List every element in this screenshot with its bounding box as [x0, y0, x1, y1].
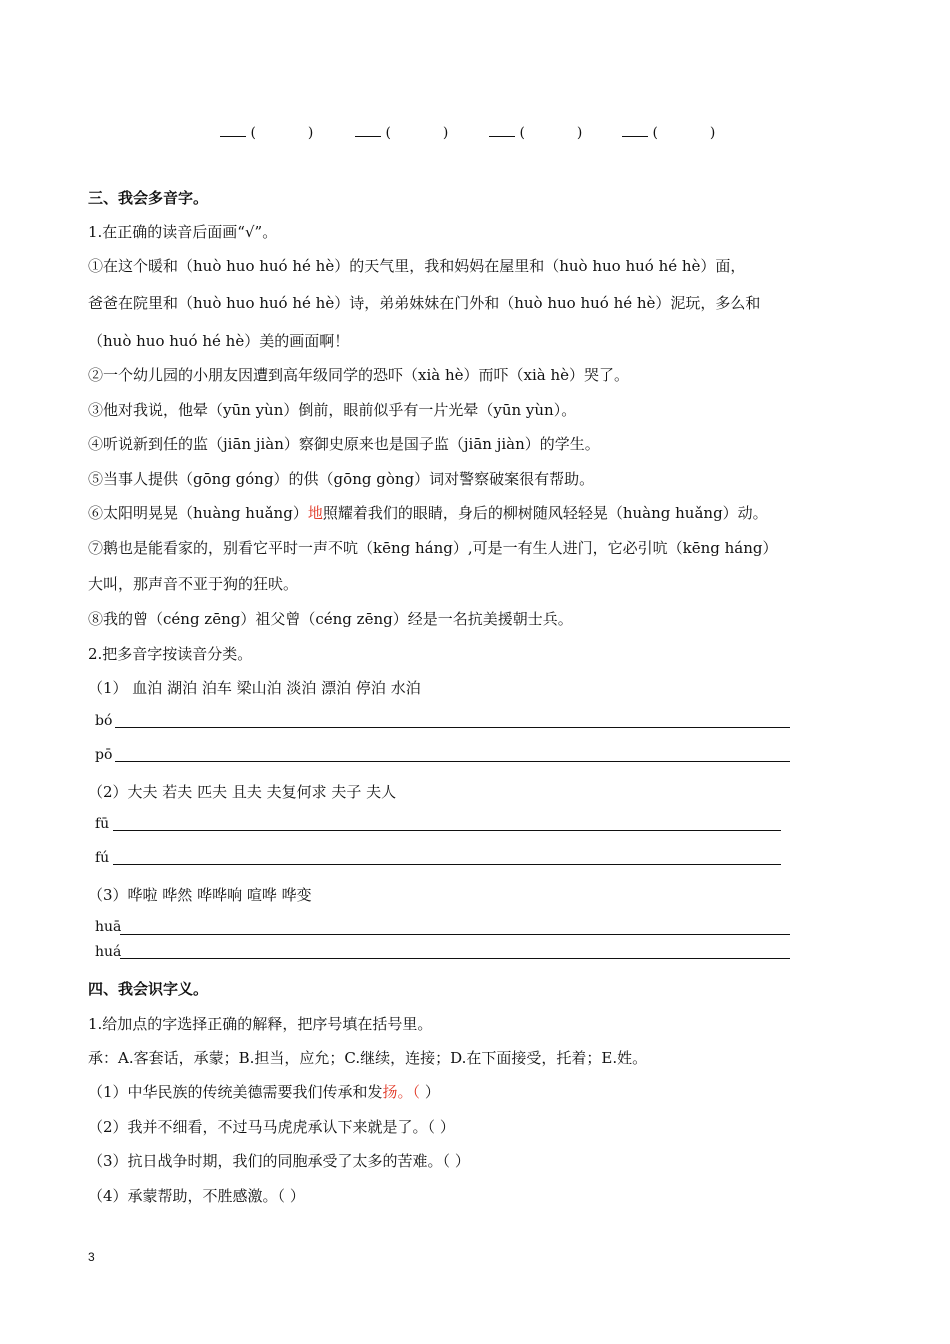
- page-number: 3: [88, 1250, 95, 1264]
- group-2-reading-2: fú: [95, 850, 110, 866]
- item-2: （2）我并不细看，不过马马虎虎承认下来就是了。（ ）: [88, 1118, 455, 1136]
- group-2-answer-line-2[interactable]: [113, 864, 781, 865]
- blank-1: ( ): [220, 124, 313, 141]
- group-3-answer-line-1[interactable]: [120, 934, 790, 935]
- q1-line-10: 大叫，那声音不亚于狗的狂吠。: [88, 575, 299, 593]
- q1-line-8-red: 地: [307, 504, 323, 522]
- blank-3: ( ): [489, 124, 582, 141]
- group-3-answer-line-2[interactable]: [120, 958, 790, 959]
- definitions: 承：A.客套话，承蒙；B.担当，应允；C.继续，连接；D.在下面接受，托着；E.姓。: [88, 1049, 648, 1067]
- q1-line-9: ⑦鹅也是能看家的，别看它平时一声不吭（kēng háng）,可是一有生人进门，它必引吭（kēng háng）: [88, 539, 778, 557]
- group-1-answer-line-2[interactable]: [115, 761, 790, 762]
- item-1-part-a: （1）中华民族的传统美德需要我们传承和发: [88, 1083, 383, 1101]
- section3-q1-title: 1.在正确的读音后面画“√”。: [88, 223, 278, 241]
- item-1-red: 扬。（: [382, 1083, 421, 1101]
- q1-line-2: 爸爸在院里和（huò huo huó hé hè）诗，弟弟妹妹在门外和（huò huo huó hé hè）泥玩，多么和: [88, 294, 761, 312]
- q1-line-7: ⑤当事人提供（gōng góng）的供（gōng gòng）词对警察破案很有帮助。: [88, 470, 595, 488]
- section4-q1-title: 1.给加点的字选择正确的解释，把序号填在括号里。: [88, 1015, 433, 1033]
- q1-line-3: （huò huo huó hé hè）美的画面啊！: [88, 332, 350, 350]
- blank-4: ( ): [622, 124, 715, 141]
- group-2-reading-1: fū: [95, 816, 110, 832]
- group-1-reading-2: pō: [95, 747, 113, 763]
- group-3-title: （3）哗啦 哗然 哗哗响 喧哗 哗变: [88, 886, 312, 904]
- blank-2: ( ): [355, 124, 448, 141]
- group-1-answer-line-1[interactable]: [115, 727, 790, 728]
- group-1-title: （1） 血泊 湖泊 泊车 梁山泊 淡泊 漂泊 停泊 水泊: [88, 679, 421, 697]
- group-2-title: （2）大夫 若夫 匹夫 且夫 夫复何求 夫子 夫人: [88, 783, 397, 801]
- item-3: （3）抗日战争时期，我们的同胞承受了太多的苦难。（ ）: [88, 1152, 470, 1170]
- q1-line-8-part-b: 照耀着我们的眼睛，身后的柳树随风轻轻晃（huàng huǎng）动。: [322, 504, 768, 522]
- q1-line-1: ①在这个暖和（huò huo huó hé hè）的天气里，我和妈妈在屋里和（huò huo huó hé hè）面，: [88, 257, 746, 275]
- item-4: （4）承蒙帮助，不胜感激。（ ）: [88, 1187, 305, 1205]
- item-1: [88, 1081, 440, 1102]
- group-3-reading-1: huā: [95, 919, 122, 935]
- q1-line-8: [88, 502, 768, 523]
- section4-title: 四、我会识字义。: [88, 980, 209, 998]
- q1-line-6: ④听说新到任的监（jiān jiàn）察御史原来也是国子监（jiān jiàn）的学生。: [88, 435, 600, 453]
- group-3-reading-2: huá: [95, 944, 122, 960]
- q1-line-8-part-a: ⑥太阳明晃晃（huàng huǎng）: [88, 504, 308, 522]
- q1-line-5: ③他对我说，他晕（yūn yùn）倒前，眼前似乎有一片光晕（yūn yùn）。: [88, 401, 577, 419]
- q1-line-11: ⑧我的曾（céng zēng）祖父曾（céng zēng）经是一名抗美援朝士兵。: [88, 610, 573, 628]
- q1-line-4: ②一个幼儿园的小朋友因遭到高年级同学的恐吓（xià hè）而吓（xià hè）哭了。: [88, 366, 630, 384]
- item-1-part-b: ）: [420, 1083, 440, 1101]
- group-1-reading-1: bó: [95, 713, 113, 729]
- section3-q2-title: 2.把多音字按读音分类。: [88, 645, 253, 663]
- group-2-answer-line-1[interactable]: [113, 830, 781, 831]
- section3-title: 三、我会多音字。: [88, 189, 209, 207]
